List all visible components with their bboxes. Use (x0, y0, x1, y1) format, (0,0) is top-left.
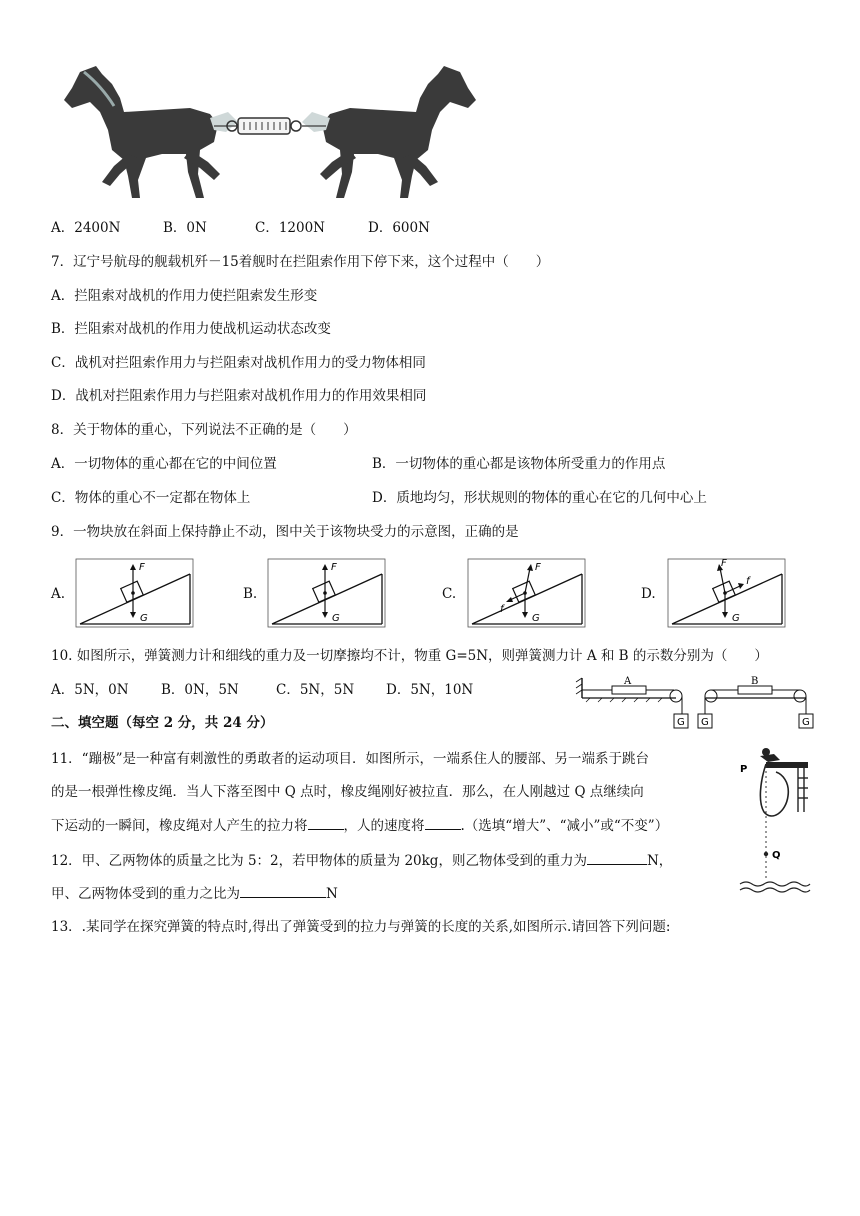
q7-option-a: A．拦阻索对战机的作用力使拦阻索发生形变 (51, 288, 318, 304)
q10-diagram (576, 674, 816, 734)
q10-option-a: A．5N，0N (51, 682, 129, 698)
q6-option-d: D．600N (368, 220, 430, 236)
q11-text-c: .（选填“增大”、“减小”或“不变”） (460, 818, 669, 834)
q11-line-3 (51, 816, 668, 835)
horses-figure (50, 62, 490, 202)
spring-meter-b (738, 686, 772, 694)
q6-option-c: C．1200N (255, 220, 325, 236)
q11-text-b: ，人的速度将 (343, 818, 425, 834)
left-horse (64, 66, 220, 198)
q7-option-d: D．战机对拦阻索作用力与拦阻索对战机作用力的作用效果相同 (51, 388, 427, 404)
q8-option-c: C．物体的重心不一定都在物体上 (51, 490, 251, 506)
q9d-label-fric: f (746, 576, 750, 587)
q8-stem: 8．关于物体的重心，下列说法不正确的是（ ） (51, 422, 357, 438)
spring-meter-a (612, 686, 646, 694)
q9-diagram-b (268, 558, 386, 628)
q10-weight-2: G (701, 717, 709, 728)
bungee-figure (738, 742, 810, 894)
bungee-label-p: P (740, 764, 748, 775)
q9a-label-f: F (139, 562, 145, 573)
q8-option-d: D．质地均匀，形状规则的物体的重心在它的几何中心上 (372, 490, 707, 506)
q9b-label-g: G (332, 613, 340, 624)
q9c-label-g: G (532, 613, 540, 624)
q9-diagram-d (668, 558, 786, 628)
q9a-label-g: G (140, 613, 148, 624)
q9-label-c: C. (442, 586, 457, 602)
q13-stem: 13．.某同学在探究弹簧的特点时,得出了弹簧受到的拉力与弹簧的长度的关系,如图所示.请回答下列问题: (51, 919, 671, 935)
q11-line-2: 的是一根弹性橡皮绳．当人下落至图中 Q 点时，橡皮绳刚好被拉直．那么，在人刚越过 Q 点继续向 (51, 784, 644, 800)
q9c-label-f: F (535, 562, 541, 573)
q9-label-d: D. (641, 586, 656, 602)
q11-text-a: 下运动的一瞬间，橡皮绳对人产生的拉力将 (51, 818, 308, 834)
q12-text-b: N， (646, 853, 673, 869)
q10-meter-b-label: B (751, 676, 759, 687)
q8-option-b: B．一切物体的重心都是该物体所受重力的作用点 (372, 456, 666, 472)
section-2-title: 二、填空题（每空 2 分，共 24 分） (51, 715, 274, 731)
q11-blank-2[interactable] (425, 816, 461, 830)
q10-option-b: B．0N，5N (161, 682, 239, 698)
q10-meter-a-label: A (624, 676, 632, 687)
spring-scale (238, 118, 290, 134)
q9-diagram-c (468, 558, 586, 628)
q10-stem: 10. 如图所示，弹簧测力计和细线的重力及一切摩擦均不计，物重 G=5N，则弹簧测力计 A 和 B 的示数分别为（ ） (51, 648, 768, 664)
q9-label-a: A. (51, 586, 66, 602)
q12-blank-2[interactable] (240, 884, 326, 898)
q6-option-b: B．0N (163, 220, 207, 236)
q10-weight-3: G (802, 717, 810, 728)
q11-blank-1[interactable] (308, 816, 344, 830)
bungee-label-q: Q (772, 850, 781, 861)
q11-line-1: 11．“蹦极”是一种富有刺激性的勇敢者的运动项目．如图所示，一端系住人的腰部、另一端系于跳台 (51, 751, 649, 767)
q9-diagram-a (76, 558, 194, 628)
q12-line-1 (51, 851, 672, 870)
q9d-label-f: F (721, 558, 727, 569)
q9d-label-g: G (732, 613, 740, 624)
q7-stem: 7．辽宁号航母的舰载机歼－15着舰时在拦阻索作用下停下来，这个过程中（ ） (51, 254, 550, 270)
q7-option-b: B．拦阻索对战机的作用力使战机运动状态改变 (51, 321, 331, 337)
q12-text-c: 甲、乙两物体受到的重力之比为 (51, 886, 240, 902)
q10-option-d: D．5N，10N (386, 682, 474, 698)
q9-stem: 9．一物块放在斜面上保持静止不动，图中关于该物块受力的示意图，正确的是 (51, 524, 519, 540)
q8-option-a: A．一切物体的重心都在它的中间位置 (51, 456, 277, 472)
q9-label-b: B. (243, 586, 258, 602)
q12-text-d: N (326, 886, 338, 902)
q9c-label-fric: f (500, 604, 504, 615)
q6-option-a: A．2400N (51, 220, 121, 236)
q7-option-c: C．战机对拦阻索作用力与拦阻索对战机作用力的受力物体相同 (51, 355, 426, 371)
q9b-label-f: F (331, 562, 337, 573)
q12-blank-1[interactable] (587, 851, 647, 865)
q10-option-c: C．5N，5N (276, 682, 355, 698)
q12-line-2 (51, 884, 338, 903)
right-horse (320, 66, 476, 198)
q10-weight-1: G (677, 717, 685, 728)
q12-text-a: 12．甲、乙两物体的质量之比为 5：2，若甲物体的质量为 20kg，则乙物体受到的重力为 (51, 853, 587, 869)
